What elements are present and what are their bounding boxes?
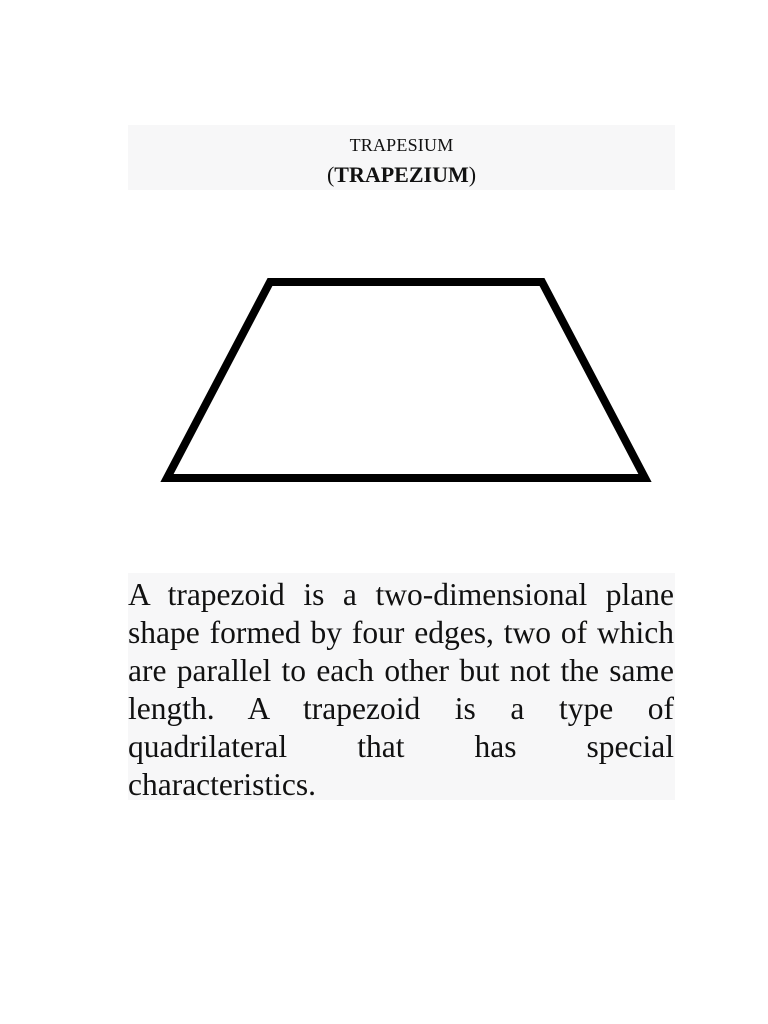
description-text: A trapezoid is a two-dimensional plane shape formed by four edges, two of which are parallel to each other but not the same length. A trapezoid is a type of quadrilateral that has special characteristics. xyxy=(128,577,674,802)
subtitle-open-paren: ( xyxy=(326,162,335,187)
title-block xyxy=(128,125,675,190)
description-block xyxy=(128,573,675,800)
page-title: TRAPESIUM xyxy=(349,135,454,155)
subtitle-close-paren: ) xyxy=(468,162,477,187)
page-subtitle xyxy=(128,162,675,188)
subtitle-text: TRAPEZIUM xyxy=(334,162,469,187)
trapezoid-shape xyxy=(167,282,645,478)
